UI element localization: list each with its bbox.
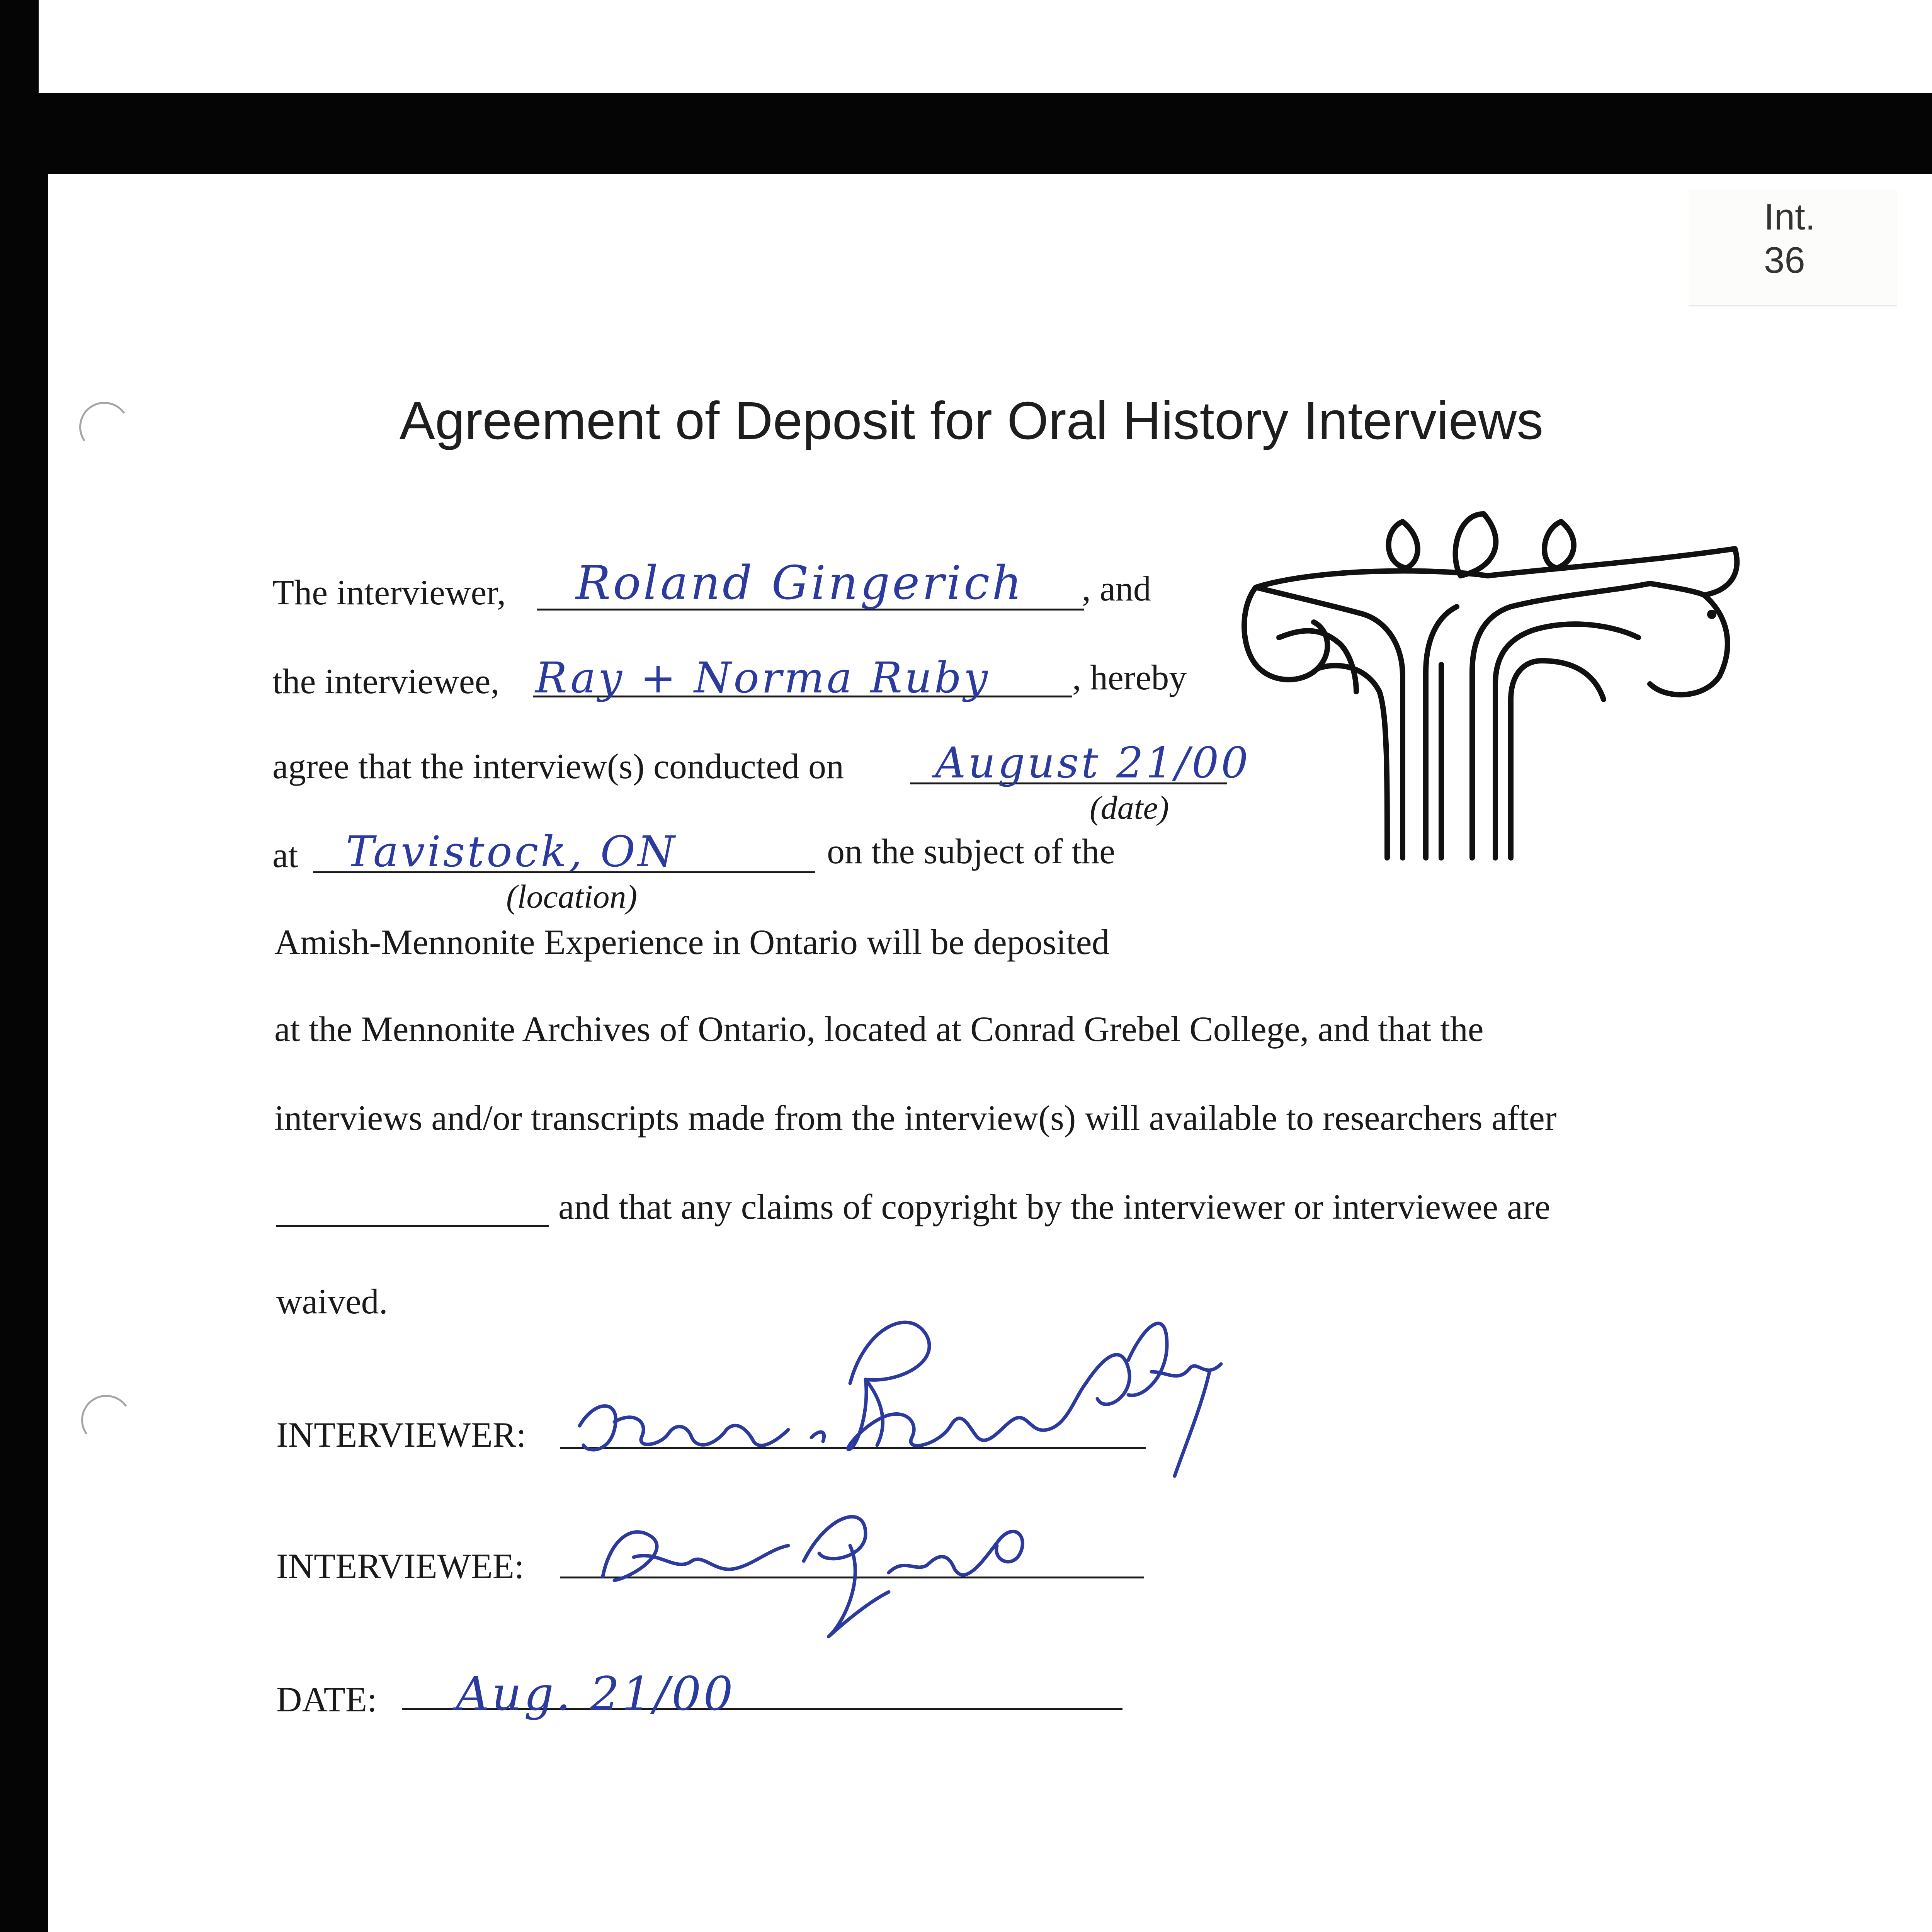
availability-date-rule [276, 1225, 549, 1227]
interviewee-line-suffix: , hereby [1072, 658, 1187, 697]
interviewer-signature-scrawl [572, 1283, 1314, 1515]
tab-label-line-1: Int. [1764, 196, 1816, 238]
subject-text: on the subject of the [827, 832, 1116, 871]
interviewer-line-suffix: , and [1082, 569, 1151, 608]
document-title: Agreement of Deposit for Oral History Interviews [399, 391, 1544, 451]
body-line-9: waived. [276, 1282, 388, 1321]
date-label: DATE: [276, 1680, 377, 1719]
body-line-5: Amish-Mennonite Experience in Ontario will be deposited [274, 922, 1110, 962]
handwritten-location: Tavistock, ON [346, 827, 677, 876]
interviewee-signature-scrawl [587, 1492, 1090, 1654]
archive-tab-label [1689, 189, 1897, 306]
previous-page-strip [39, 0, 1932, 93]
date-caption: (date) [1090, 789, 1169, 826]
tree-with-flames-logo [1240, 498, 1750, 885]
handwritten-interview-date: August 21/00 [935, 738, 1251, 787]
interviewee-signature-label: INTERVIEWEE: [276, 1546, 524, 1586]
interviewer-signature-label: INTERVIEWER: [276, 1415, 526, 1454]
at-text: at [272, 835, 298, 875]
handwritten-interviewee-names: Ray + Norma Ruby [535, 653, 990, 702]
body-line-8: and that any claims of copyright by the interviewer or interviewee are [558, 1187, 1551, 1226]
body-line-7: interviews and/or transcripts made from the interview(s) will available to researchers after [274, 1098, 1557, 1138]
interviewer-line-prefix: The interviewer, [272, 573, 506, 612]
location-caption: (location) [506, 878, 638, 915]
handwritten-signature-date: Aug. 21/00 [456, 1667, 735, 1721]
handwritten-interviewer-name: Roland Gingerich [576, 556, 1024, 610]
logo-eye-dot [1707, 610, 1716, 619]
conducted-on-text: agree that the interview(s) conducted on [272, 747, 844, 786]
body-line-6: at the Mennonite Archives of Ontario, located at Conrad Grebel College, and that the [274, 1009, 1484, 1049]
tab-label-line-2: 36 [1764, 240, 1805, 281]
interviewee-line-prefix: the interviewee, [272, 662, 500, 701]
